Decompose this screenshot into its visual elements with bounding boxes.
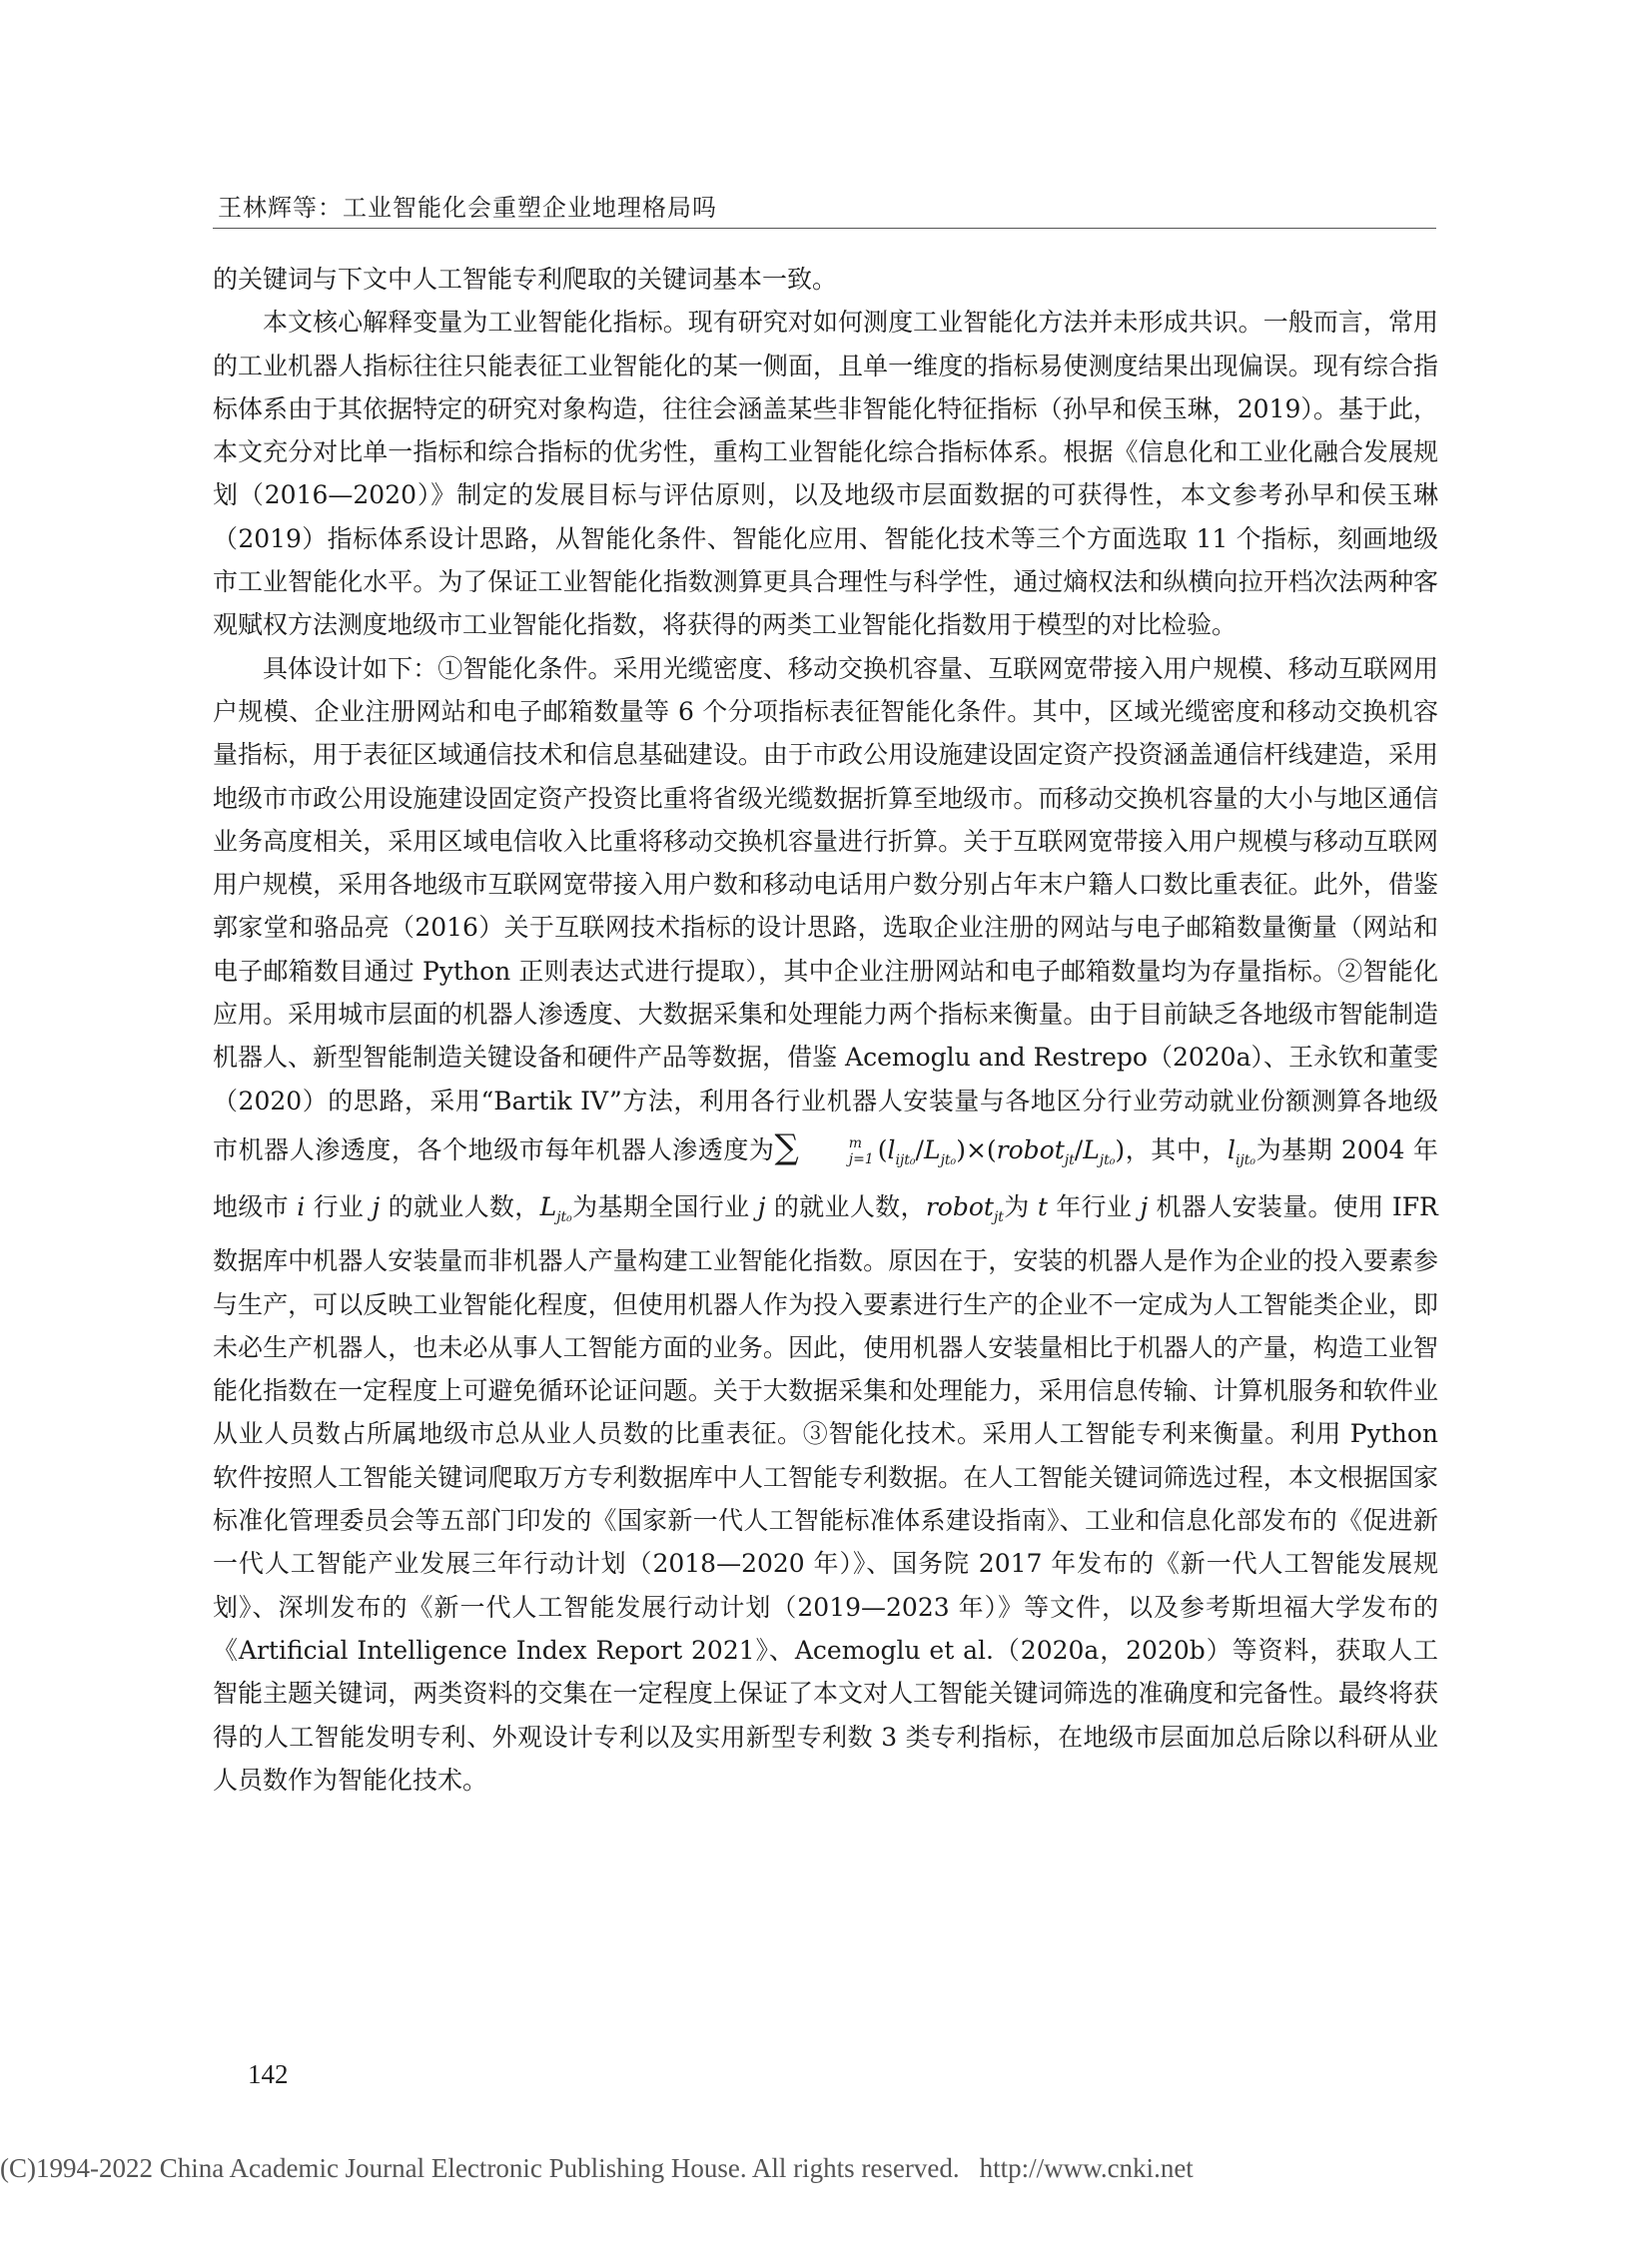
var-L: L xyxy=(539,1191,557,1221)
formula-slash: / xyxy=(1074,1134,1084,1164)
design-text-part2: 使用 IFR 数据库中机器人安装量而非机器人产量构建工业智能化指数。原因在于，安装的机器人是作为企业的投入要素参与生产，可以反映工业智能化程度，但使用机器人作为投入要素进行生产的企业不一定成为人工智能类企业，即未必生产机器人，也未必从事人工智能方面的业务。因此，使用机器人安装量相比于机器人的产量，构造工业智能化指数在一定程度上可避免循环论证问题。关于大数据采集和处理能力，采用信息传输、计算机服务和软件业从业人员数占所属地级市总从业人员数的比重表征。③智能化技术。采用人工智能专利来衡量。利用 Python 软件按照人工智能关键词爬取万方专利数据库中人工智能专利数据。在人工智能关键词筛选过程，本文根据国家标准化管理委员会等五部门印发的《国家新一代人工智能标准体系建设指南》、工业和信息化部发布的《促进新一代人工智能产业发展三年行动计划（2018—2020 年）》、国务院 2017 年发布的《新一代人工智能发展规划》、深圳发布的《新一代人工智能发展行动计划（2019—2023 年）》等文件，以及参考斯坦福大学发布的《Artificial Intelligence Index Report 2021》、Acemoglu et al.（2020a，2020b）等资料，获取人工智能主题关键词，两类资料的交集在一定程度上保证了本文对人工智能关键词筛选的准确度和完备性。最终将获得的人工智能发明专利、外观设计专利以及实用新型专利数 3 类专利指标，在地级市层面加总后除以科研从业人员数作为智能化技术。 xyxy=(213,1191,1438,1795)
sum-upper-limit: m xyxy=(848,1135,863,1152)
formula-paren: )， xyxy=(1115,1134,1152,1164)
formula-robot-subscript: jt xyxy=(1064,1151,1075,1168)
design-text-formula-e: 为基期全国行业 xyxy=(571,1191,750,1221)
var-robot-subscript: jt xyxy=(993,1208,1004,1225)
design-text-formula-a: 其中， xyxy=(1151,1134,1228,1164)
paragraph-core-variable: 本文核心解释变量为工业智能化指标。现有研究对如何测度工业智能化方法并未形成共识。一般而言，常用的工业机器人指标往往只能表征工业智能化的某一侧面，且单一维度的指标易使测度结果出现偏误。现有综合指标体系由于其依据特定的研究对象构造，往往会涵盖某些非智能化特征指标（孙早和侯玉琳，2019）。基于此，本文充分对比单一指标和综合指标的优劣性，重构工业智能化综合指标体系。根据《信息化和工业化融合发展规划（2016—2020）》制定的发展目标与评估原则，以及地级市层面数据的可获得性，本文参考孙早和侯玉琳（2019）指标体系设计思路，从智能化条件、智能化应用、智能化技术等三个方面选取 11 个指标，刻画地级市工业智能化水平。为了保证工业智能化指数测算更具合理性与科学性，通过熵权法和纵横向拉开档次法两种客观赋权方法测度地级市工业智能化指数，将获得的两类工业智能化指数用于模型的对比检验。 xyxy=(213,308,1438,640)
header-divider xyxy=(213,228,1436,229)
article-body xyxy=(213,258,1438,1802)
robot-penetration-formula xyxy=(774,1123,1152,1168)
formula-paren: ( xyxy=(877,1134,888,1164)
var-j: j xyxy=(1140,1191,1149,1221)
formula-l-subscript: ijt₀ xyxy=(895,1151,916,1168)
var-i: i xyxy=(297,1191,306,1221)
running-title: 王林辉等：工业智能化会重塑企业地理格局吗 xyxy=(218,194,717,222)
var-t: t xyxy=(1037,1191,1048,1221)
var-robot: robot xyxy=(925,1191,994,1221)
paragraph-continuation: 的关键词与下文中人工智能专利爬取的关键词基本一致。 xyxy=(213,265,838,294)
formula-L: L xyxy=(1083,1134,1100,1164)
design-text-formula-g: 为 xyxy=(1003,1191,1030,1221)
sum-lower-limit: j=1 xyxy=(848,1151,874,1168)
formula-paren: ) xyxy=(956,1134,966,1164)
page-number: 142 xyxy=(248,2059,289,2089)
var-L-subscript: jt₀ xyxy=(556,1208,572,1225)
design-text-formula-i: 机器人安装量。 xyxy=(1156,1191,1333,1221)
formula-L-subscript: jt₀ xyxy=(940,1151,957,1168)
formula-L: L xyxy=(923,1134,941,1164)
formula-l: l xyxy=(887,1134,896,1164)
copyright-text: (C)1994-2022 China Academic Journal Electronic Publishing House. All rights reserved. xyxy=(0,2153,960,2183)
var-l: l xyxy=(1227,1134,1236,1164)
design-text-formula-d: 的就业人数， xyxy=(388,1191,540,1221)
design-text-formula-f: 的就业人数， xyxy=(773,1191,926,1221)
sum-symbol: ∑ xyxy=(774,1126,799,1167)
var-j: j xyxy=(372,1191,381,1221)
design-text-formula-c: 行业 xyxy=(313,1191,365,1221)
paragraph-design xyxy=(213,647,1438,1802)
formula-slash: / xyxy=(915,1134,924,1164)
formula-times: × xyxy=(965,1134,987,1164)
var-j: j xyxy=(757,1191,766,1221)
formula-robot: robot xyxy=(996,1134,1065,1164)
formula-L-subscript: jt₀ xyxy=(1099,1151,1116,1168)
design-text-formula-b: 为基期 2004 年地级市 xyxy=(213,1134,1438,1221)
copyright-line xyxy=(0,2153,1194,2184)
design-text-part1: 具体设计如下：①智能化条件。采用光缆密度、移动交换机容量、互联网宽带接入用户规模、移动互联网用户规模、企业注册网站和电子邮箱数量等 6 个分项指标表征智能化条件。其中，区域光缆密度和移动交换机容量指标，用于表征区域通信技术和信息基础建设。由于市政公用设施建设固定资产投资涵盖通信杆线建造，采用地级市市政公用设施建设固定资产投资比重将省级光缆数据折算至地级市。而移动交换机容量的大小与地区通信业务高度相关，采用区域电信收入比重将移动交换机容量进行折算。关于互联网宽带接入用户规模与移动互联网用户规模，采用各地级市互联网宽带接入用户数和移动电话用户数分别占年末户籍人口数比重表征。此外，借鉴郭家堂和骆品亮（2016）关于互联网技术指标的设计思路，选取企业注册的网站与电子邮箱数量衡量（网站和电子邮箱数目通过 Python 正则表达式进行提取），其中企业注册网站和电子邮箱数量均为存量指标。②智能化应用。采用城市层面的机器人渗透度、大数据采集和处理能力两个指标来衡量。由于目前缺乏各地级市智能制造机器人、新型智能制造关键设备和硬件产品等数据，借鉴 Acemoglu and Restrepo（2020a）、王永钦和董雯（2020）的思路，采用“Bartik IV”方法，利用各行业机器人安装量与各地区分行业劳动就业份额测算各地级市机器人渗透度，各个地级市每年机器人渗透度为 xyxy=(213,653,1438,1164)
design-text-formula-h: 年行业 xyxy=(1056,1191,1133,1221)
var-l-subscript: ijt₀ xyxy=(1235,1151,1256,1168)
cnki-url: http://www.cnki.net xyxy=(979,2153,1194,2183)
formula-paren: ( xyxy=(986,1134,997,1164)
